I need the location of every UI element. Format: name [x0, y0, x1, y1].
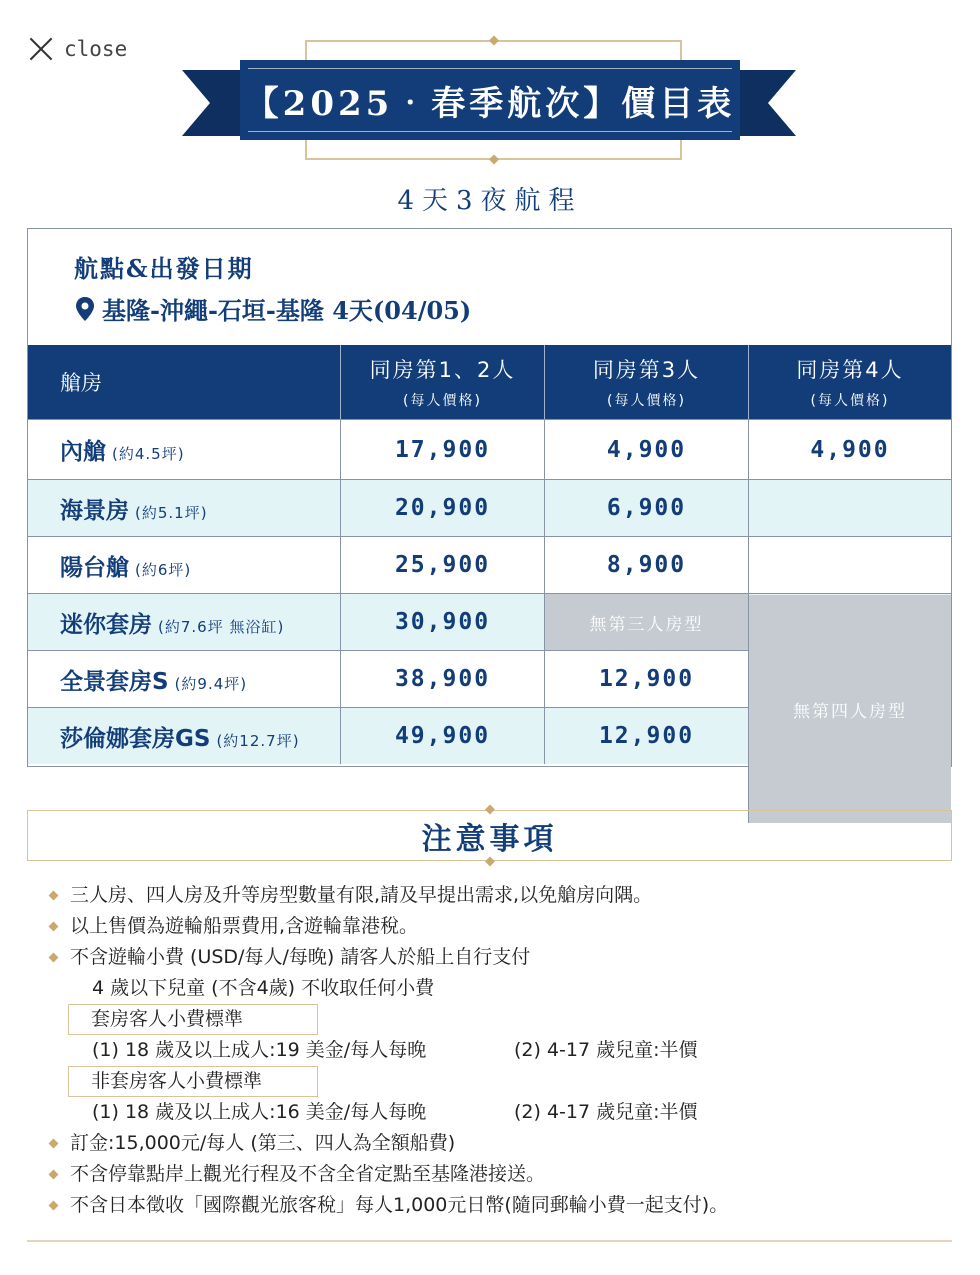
room-cell: 全景套房S (約9.4坪)	[60, 668, 248, 695]
room-cell: 莎倫娜套房GS (約12.7坪)	[60, 725, 300, 752]
suite-tip-label: 套房客人小費標準	[68, 1004, 318, 1035]
price-cell: 49,900	[340, 708, 544, 764]
header-guest-4: 同房第4人 (每人價格)	[748, 345, 951, 419]
route-line	[74, 291, 471, 326]
no-fourth-guest-cell: 無第四人房型	[748, 595, 951, 823]
price-table	[27, 228, 952, 767]
price-cell: 4,900	[544, 420, 748, 479]
route-itinerary: 基隆-沖繩-石垣-基隆 4天(04/05)	[102, 296, 472, 325]
list-item: 三人房、四人房及升等房型數量有限,請及早提出需求,以免艙房向隅。	[48, 880, 948, 911]
price-cell: 25,900	[340, 537, 544, 593]
price-cell: 8,900	[544, 537, 748, 593]
diamond-icon	[489, 155, 499, 165]
room-cell: 陽台艙 (約6坪)	[60, 554, 192, 581]
list-item: 不含停靠點岸上觀光行程及不含全省定點至基隆港接送。	[48, 1159, 948, 1190]
list-item: 不含日本徵收「國際觀光旅客稅」每人1,000元日幣(隨同郵輪小費一起支付)。	[48, 1190, 948, 1221]
route-heading: 航點&出發日期	[74, 254, 254, 283]
room-cell: 迷你套房 (約7.6坪 無浴缸)	[60, 611, 285, 638]
room-cell: 海景房 (約5.1坪)	[60, 497, 208, 524]
header-room: 艙房	[60, 371, 102, 395]
diamond-icon	[485, 857, 495, 867]
close-label: close	[64, 37, 128, 61]
room-cell: 內艙 (約4.5坪)	[60, 439, 185, 465]
header-guest-3: 同房第3人 (每人價格)	[544, 345, 748, 419]
no-third-guest-cell: 無第三人房型	[544, 594, 748, 650]
price-cell: 17,900	[340, 420, 544, 479]
price-cell: 4,900	[748, 420, 951, 479]
close-icon	[28, 36, 54, 62]
list-item: 以上售價為遊輪船票費用,含遊輪靠港稅。	[48, 911, 948, 942]
price-cell: 30,900	[340, 594, 544, 650]
table-row	[28, 479, 951, 536]
list-item: (1) 18 歲及以上成人:19 美金/每人每晚 (2) 4-17 歲兒童:半價	[92, 1039, 698, 1061]
notes-list	[48, 880, 948, 1221]
list-item: 不含遊輪小費 (USD/每人/每晚) 請客人於船上自行支付	[48, 942, 948, 973]
notes-title-box	[27, 810, 952, 861]
list-item: 訂金:15,000元/每人 (第三、四人為全額船費)	[48, 1128, 948, 1159]
table-row	[28, 419, 951, 479]
diamond-icon	[489, 36, 499, 46]
page-title: 【2025‧春季航次】價目表	[244, 83, 736, 124]
notes-title: 注意事項	[421, 821, 558, 857]
close-button[interactable]	[28, 36, 127, 62]
non-suite-tip-label: 非套房客人小費標準	[68, 1066, 318, 1097]
divider	[27, 1240, 952, 1242]
price-cell: 12,900	[544, 651, 748, 707]
table-header-row	[28, 345, 951, 419]
price-cell: 38,900	[340, 651, 544, 707]
trip-duration: 4天3夜航程	[397, 186, 583, 216]
price-cell: 12,900	[544, 708, 748, 764]
price-grid	[28, 345, 951, 764]
list-item: 4 歲以下兒童 (不含4歲) 不收取任何小費	[92, 977, 435, 999]
price-cell: 20,900	[340, 480, 544, 536]
route-info	[28, 229, 951, 345]
table-row	[28, 536, 951, 593]
title-banner	[240, 60, 740, 140]
location-pin-icon	[74, 296, 96, 322]
header-guest-1-2: 同房第1、2人 (每人價格)	[340, 345, 544, 419]
list-item: (1) 18 歲及以上成人:16 美金/每人每晚 (2) 4-17 歲兒童:半價	[92, 1101, 698, 1123]
price-cell: 6,900	[544, 480, 748, 536]
